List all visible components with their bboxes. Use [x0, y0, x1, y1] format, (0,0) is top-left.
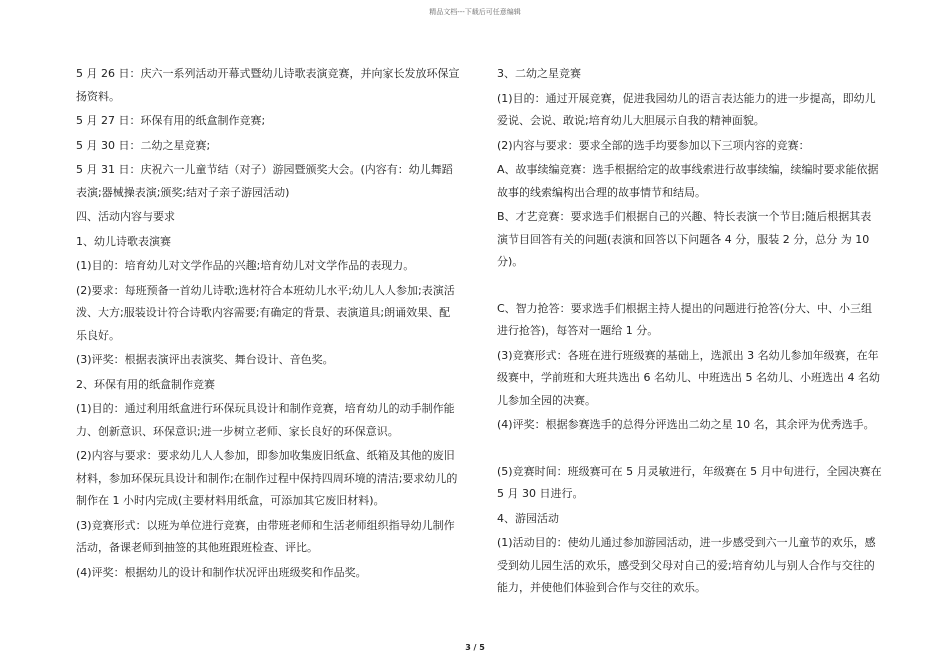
page-number: 3 / 5	[465, 643, 485, 652]
paragraph: (3)评奖：根据表演评出表演奖、舞台设计、音色奖。	[76, 353, 334, 366]
section-heading: 四、活动内容与要求	[76, 210, 175, 223]
subsection-heading: 3、二幼之星竞赛	[497, 67, 581, 80]
paragraph: A、故事续编竞赛：选手根据给定的故事线索进行故事续编，续编时要求能依据故事的线索编构出合理的故事情节和结局。	[497, 163, 879, 199]
paragraph: (3)竞赛形式：各班在进行班级赛的基础上，选派出 3 名幼儿参加年级赛，在年级赛中，学前班和大班共选出 6 名幼儿、中班选出 5 名幼儿、小班选出 4 名幼儿参加全园的决赛。	[497, 348, 880, 407]
paragraph: 5 月 27 日：环保有用的纸盒制作竞赛;	[76, 114, 266, 127]
paragraph: (2)内容与要求：要求全部的选手均要参加以下三项内容的竞赛：	[497, 138, 810, 152]
subsection-heading: 4、游园活动	[497, 511, 559, 525]
blank-line	[497, 276, 882, 298]
paragraph: C、智力抢答：要求选手们根据主持人提出的问题进行抢答(分大、中、小三组进行抢答)，每答对一题给 1 分。	[497, 301, 872, 337]
paragraph: (1)活动目的：使幼儿通过参加游园活动，进一步感受到六一儿童节的欢乐，感受到幼儿园生活的欢乐，感受到父母对自己的爱;培育幼儿与别人合作与交往的能力，并使他们体验到合作与交往的欢乐。	[497, 536, 876, 594]
paragraph: (1)目的：培育幼儿对文学作品的兴趣;培育幼儿对文学作品的表现力。	[76, 259, 415, 272]
subsection-heading: 1、幼儿诗歌表演赛	[76, 234, 171, 248]
blank-line	[497, 439, 882, 461]
page-header: 精品文档---下载后可任意编辑	[429, 8, 521, 16]
right-column	[497, 63, 882, 602]
paragraph: 5 月 31 日：庆祝六一儿童节结（对子）游园暨颁奖大会。(内容有：幼儿舞蹈表演;器械操表演;颁奖;结对子亲子游园活动)	[76, 163, 453, 199]
paragraph: B、才艺竞赛：要求选手们根据自己的兴趣、特长表演一个节目;随后根据其表演节目回答有关的问题(表演和回答以下问题各 4 分，服装 2 分，总分 为 10 分)。	[497, 210, 872, 268]
paragraph: 5 月 30 日：二幼之星竞赛;	[76, 138, 211, 152]
paragraph: (2)内容与要求：要求幼儿人人参加，即参加收集废旧纸盒、纸箱及其他的废旧材料，参加环保玩具设计和制作;在制作过程中保持四周环境的清洁;要求幼儿的制作在 1 小时内完成(主要材料用纸盒，可添加其它废旧材料)。	[76, 449, 458, 507]
paragraph: (4)评奖：根据幼儿的设计和制作状况评出班级奖和作品奖。	[76, 565, 367, 579]
paragraph: (5)竞赛时间：班级赛可在 5 月灵敏进行，年级赛在 5 月中旬进行，全园决赛在 5 月 30 日进行。	[497, 464, 882, 500]
paragraph: (1)目的：通过开展竞赛，促进我园幼儿的语言表达能力的进一步提高，即幼儿爱说、会说、敢说;培育幼儿大胆展示自我的精神面貌。	[497, 91, 876, 127]
subsection-heading: 2、环保有用的纸盒制作竞赛	[76, 377, 215, 391]
paragraph: (4)评奖：根据参赛选手的总得分评选出二幼之星 10 名，其余评为优秀选手。	[497, 418, 875, 431]
paragraph: 5 月 26 日：庆六一系列活动开幕式暨幼儿诗歌表演竞赛，并向家长发放环保宣扬资料。	[76, 67, 460, 103]
paragraph: (3)竞赛形式：以班为单位进行竞赛，由带班老师和生活老师组织指导幼儿制作活动，备课老师到抽签的其他班跟班检查、评比。	[76, 518, 455, 554]
paragraph: (1)目的：通过利用纸盒进行环保玩具设计和制作竞赛，培育幼儿的动手制作能力、创新意识、环保意识;进一步树立老师、家长良好的环保意识。	[76, 402, 455, 438]
left-column	[76, 63, 461, 586]
paragraph: (2)要求：每班预备一首幼儿诗歌;选材符合本班幼儿水平;幼儿人人参加;表演活泼、大方;服装设计符合诗歌内容需要;有确定的背景、表演道具;朗诵效果、配乐良好。	[76, 283, 455, 342]
